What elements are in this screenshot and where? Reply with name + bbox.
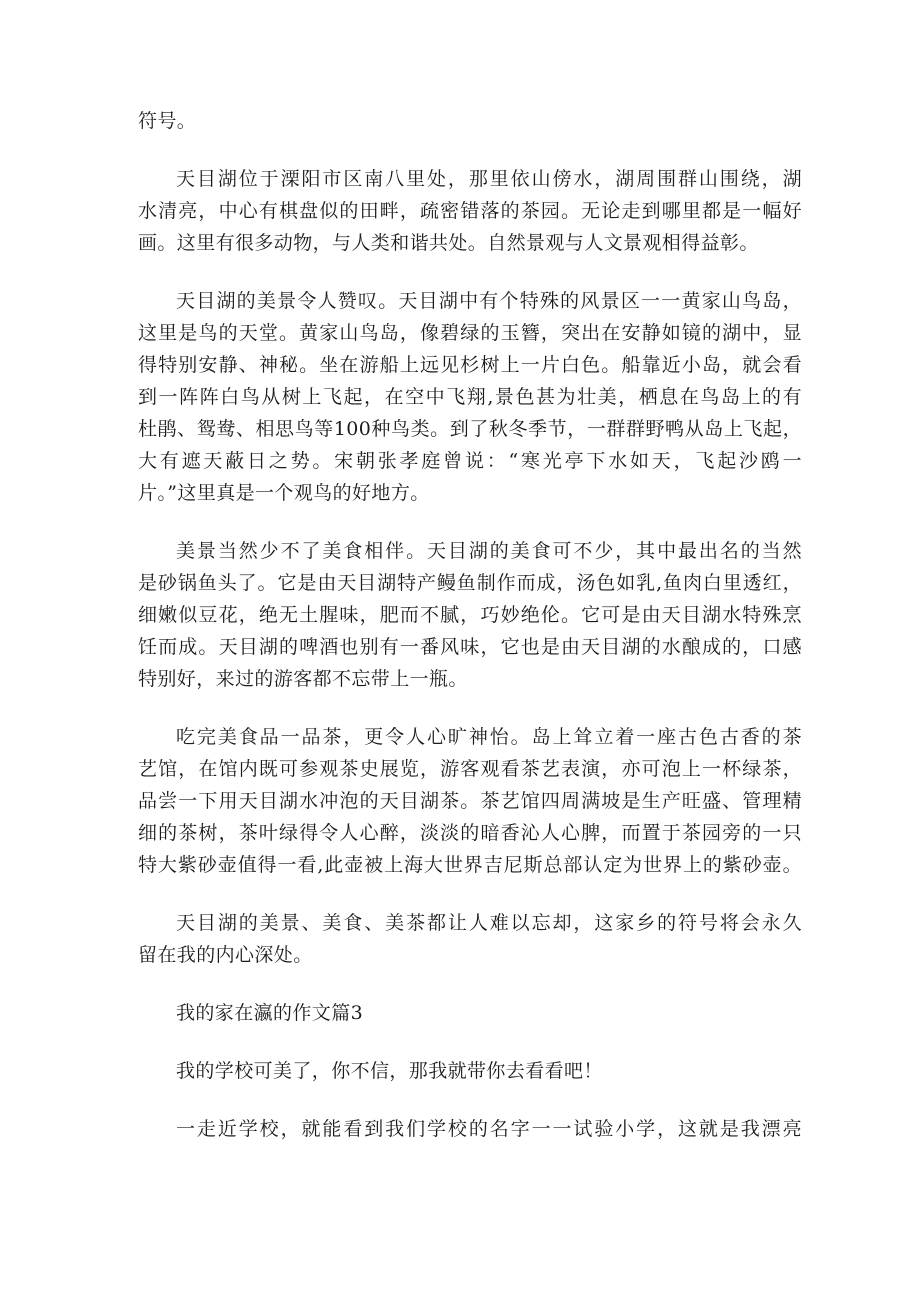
paragraph [138, 907, 802, 971]
text-line: 这里是鸟的天堂。黄家山鸟岛，像碧绿的玉簪，突出在安静如镜的湖中，显 [138, 322, 802, 344]
text-line: 画。这里有很多动物，与人类和谐共处。自然景观与人文景观相得益彰。 [138, 232, 759, 254]
text-line: 艺馆，在馆内既可参观茶史展览，游客观看茶艺表演，亦可泡上一杯绿茶， [138, 758, 802, 780]
text-line: 天目湖的美景令人赞叹。天目湖中有个特殊的风景区一一黄家山鸟岛， [176, 290, 802, 312]
article-body [138, 105, 802, 1145]
text-line: 一走近学校，就能看到我们学校的名字一一试验小学，这就是我漂亮 [176, 1118, 802, 1140]
paragraph [138, 105, 802, 137]
text-line: 细嫩似豆花，绝无土腥味，肥而不腻，巧妙绝伦。它可是由天目湖水特殊烹 [138, 604, 802, 626]
text-line: 水清亮，中心有棋盘似的田畔，疏密错落的茶园。无论走到哪里都是一幅好 [138, 200, 802, 222]
text-line: 品尝一下用天目湖水冲泡的天目湖茶。茶艺馆四周满坡是生产旺盛、管理精 [138, 790, 802, 812]
text-line: 留在我的内心深处。 [138, 944, 313, 966]
text-line: 得特别安静、神秘。坐在游船上远见杉树上一片白色。船靠近小岛，就会看 [138, 354, 802, 376]
text-line: 我的学校可美了，你不信，那我就带你去看看吧！ [176, 1060, 603, 1082]
text-line: 片。”这里真是一个观鸟的好地方。 [138, 482, 430, 504]
text-line: 天目湖的美景、美食、美茶都让人难以忘却，这家乡的符号将会永久 [176, 912, 802, 934]
text-line: 大有遮天蔽日之势。宋朝张孝庭曾说：“寒光亭下水如天，飞起沙鸥一 [138, 450, 802, 472]
text-line: 饪而成。天目湖的啤酒也别有一番风味，它也是由天目湖的水酿成的，口感 [138, 636, 802, 658]
paragraph [138, 721, 802, 881]
text-line: 特别好，来过的游客都不忘带上一瓶。 [138, 668, 468, 690]
paragraph [138, 163, 802, 259]
text-line: 是砂锅鱼头了。它是由天目湖特产鳗鱼制作而成，汤色如乳,鱼肉白里透红， [138, 572, 802, 594]
paragraph [138, 1113, 802, 1145]
text-line: 特大紫砂壶值得一看,此壶被上海大世界吉尼斯总部认定为世界上的紫砂壶。 [138, 854, 802, 876]
paragraph [138, 535, 802, 695]
text-line: 美景当然少不了美食相伴。天目湖的美食可不少，其中最出名的当然 [176, 540, 802, 562]
heading-text: 我的家在瀛的作文篇3 [176, 1002, 364, 1024]
paragraph [138, 1055, 802, 1087]
text-line: 天目湖位于溧阳市区南八里处，那里依山傍水，湖周围群山围绕，湖 [176, 168, 802, 190]
paragraph [138, 285, 802, 509]
text-line: 杜鹃、鸳鸯、相思鸟等100种鸟类。到了秋冬季节，一群群野鸭从岛上飞起， [138, 418, 802, 440]
text-line: 细的茶树，茶叶绿得令人心醉，淡淡的暗香沁人心脾，而置于茶园旁的一只 [138, 822, 802, 844]
text-line: 到一阵阵白鸟从树上飞起，在空中飞翔,景色甚为壮美，栖息在鸟岛上的有 [138, 386, 802, 408]
section-heading [138, 997, 802, 1029]
text-line: 吃完美食品一品茶，更令人心旷神怡。岛上耸立着一座古色古香的茶 [176, 726, 802, 748]
text-line: 符号。 [138, 110, 197, 132]
